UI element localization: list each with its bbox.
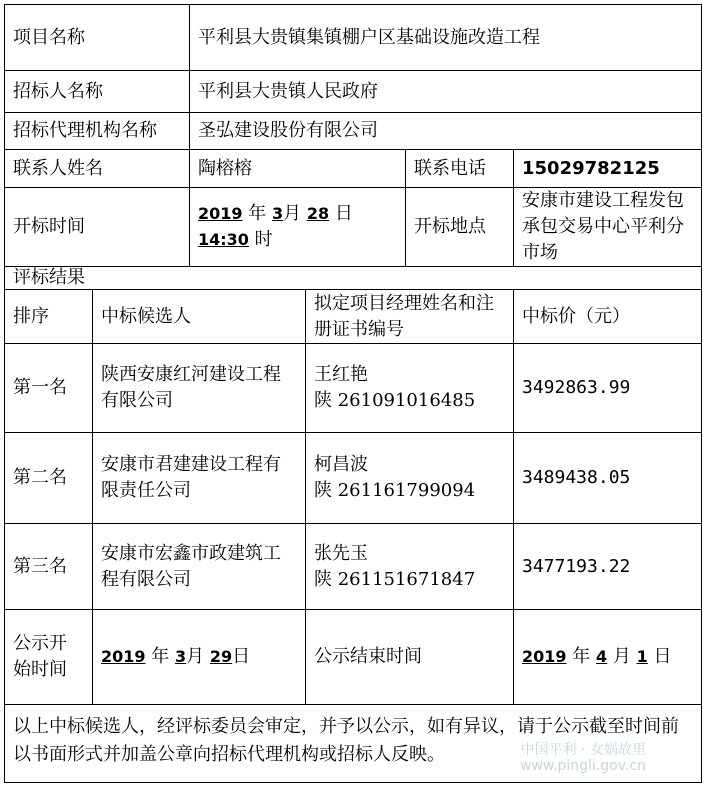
footer-note: 以上中标候选人，经评标委员会审定，并予以公示，如有异议，请于公示截至时间前以书面形式并加盖公章向招标代理机构或招标人反映。 (5, 705, 702, 783)
site-watermark (520, 742, 646, 774)
publicity-start-label: 公示开始时间 (5, 610, 93, 705)
watermark-line1: 中国平利 · 女娲故里 (520, 742, 646, 758)
manager-cell (306, 433, 514, 524)
publicity-end-year-unit: 年 (572, 646, 591, 667)
result-section-label: 评标结果 (5, 267, 702, 290)
row-project (5, 5, 702, 71)
table-row (5, 524, 702, 610)
row-result-header (5, 290, 702, 344)
row-agency (5, 113, 702, 150)
opening-year: 2019 (198, 204, 243, 223)
publicity-end-value (514, 610, 702, 705)
rank-cell: 第一名 (5, 344, 93, 433)
publicity-start-day: 29 (209, 647, 233, 666)
table-row (5, 433, 702, 524)
opening-year-unit: 年 (248, 203, 267, 224)
header-price: 中标价（元） (514, 290, 702, 344)
contact-name-label: 联系人姓名 (5, 150, 190, 188)
agency-label: 招标代理机构名称 (5, 113, 190, 150)
publicity-end-year: 2019 (522, 647, 567, 666)
candidate-cell: 安康市君建建设工程有限责任公司 (93, 433, 306, 524)
publicity-end-month: 4 (596, 647, 608, 666)
opening-place-value: 安康市建设工程发包承包交易中心平利分市场 (514, 188, 702, 267)
project-label: 项目名称 (5, 5, 190, 71)
manager-name: 张先玉 (314, 542, 368, 564)
manager-cell (306, 344, 514, 433)
row-tenderer (5, 71, 702, 113)
tenderer-value: 平利县大贵镇人民政府 (190, 71, 702, 113)
publicity-start-year: 2019 (101, 647, 146, 666)
candidate-cell: 陕西安康红河建设工程有限公司 (93, 344, 306, 433)
manager-cell (306, 524, 514, 610)
manager-cert: 陕 261151671847 (314, 568, 476, 590)
header-candidate: 中标候选人 (93, 290, 306, 344)
project-value: 平利县大贵镇集镇棚户区基础设施改造工程 (190, 5, 702, 71)
opening-time-value (190, 188, 406, 267)
price-cell: 3477193.22 (514, 524, 702, 610)
opening-day-unit: 日 (334, 203, 353, 224)
opening-month-unit: 月 (283, 203, 302, 224)
contact-name-value: 陶榕榕 (190, 150, 406, 188)
row-publicity (5, 610, 702, 705)
agency-value: 圣弘建设股份有限公司 (190, 113, 702, 150)
opening-time-label: 开标时间 (5, 188, 190, 267)
publicity-start-month-unit: 月 (186, 646, 205, 667)
opening-hour: 14:30 (198, 230, 249, 249)
manager-name: 柯昌波 (314, 454, 368, 475)
price-cell: 3489438.05 (514, 433, 702, 524)
publicity-start-value (93, 610, 306, 705)
opening-hour-unit: 时 (254, 229, 273, 250)
manager-name: 王红艳 (314, 364, 368, 385)
publicity-start-year-unit: 年 (151, 646, 170, 667)
publicity-end-label: 公示结束时间 (306, 610, 514, 705)
price-cell: 3492863.99 (514, 344, 702, 433)
row-result-section (5, 267, 702, 290)
row-contact (5, 150, 702, 188)
publicity-end-month-unit: 月 (612, 646, 631, 667)
publicity-start-day-unit: 日 (232, 646, 251, 667)
publicity-end-day: 1 (636, 647, 648, 666)
watermark-line2: www.pingli.gov.cn (520, 758, 646, 774)
contact-phone-value: 15029782125 (514, 150, 702, 188)
opening-day: 28 (306, 204, 330, 223)
header-rank: 排序 (5, 290, 93, 344)
table-row (5, 344, 702, 433)
row-opening (5, 188, 702, 267)
candidate-cell: 安康市宏鑫市政建筑工程有限公司 (93, 524, 306, 610)
header-manager: 拟定项目经理姓名和注册证书编号 (306, 290, 514, 344)
rank-cell: 第二名 (5, 433, 93, 524)
rank-cell: 第三名 (5, 524, 93, 610)
bid-result-table (4, 4, 702, 783)
manager-cert: 陕 261161799094 (314, 480, 476, 501)
publicity-end-day-unit: 日 (653, 646, 672, 667)
contact-phone-label: 联系电话 (406, 150, 514, 188)
manager-cert: 陕 261091016485 (314, 390, 476, 411)
publicity-start-month: 3 (175, 647, 187, 666)
opening-place-label: 开标地点 (406, 188, 514, 267)
opening-month: 3 (272, 204, 284, 223)
tenderer-label: 招标人名称 (5, 71, 190, 113)
